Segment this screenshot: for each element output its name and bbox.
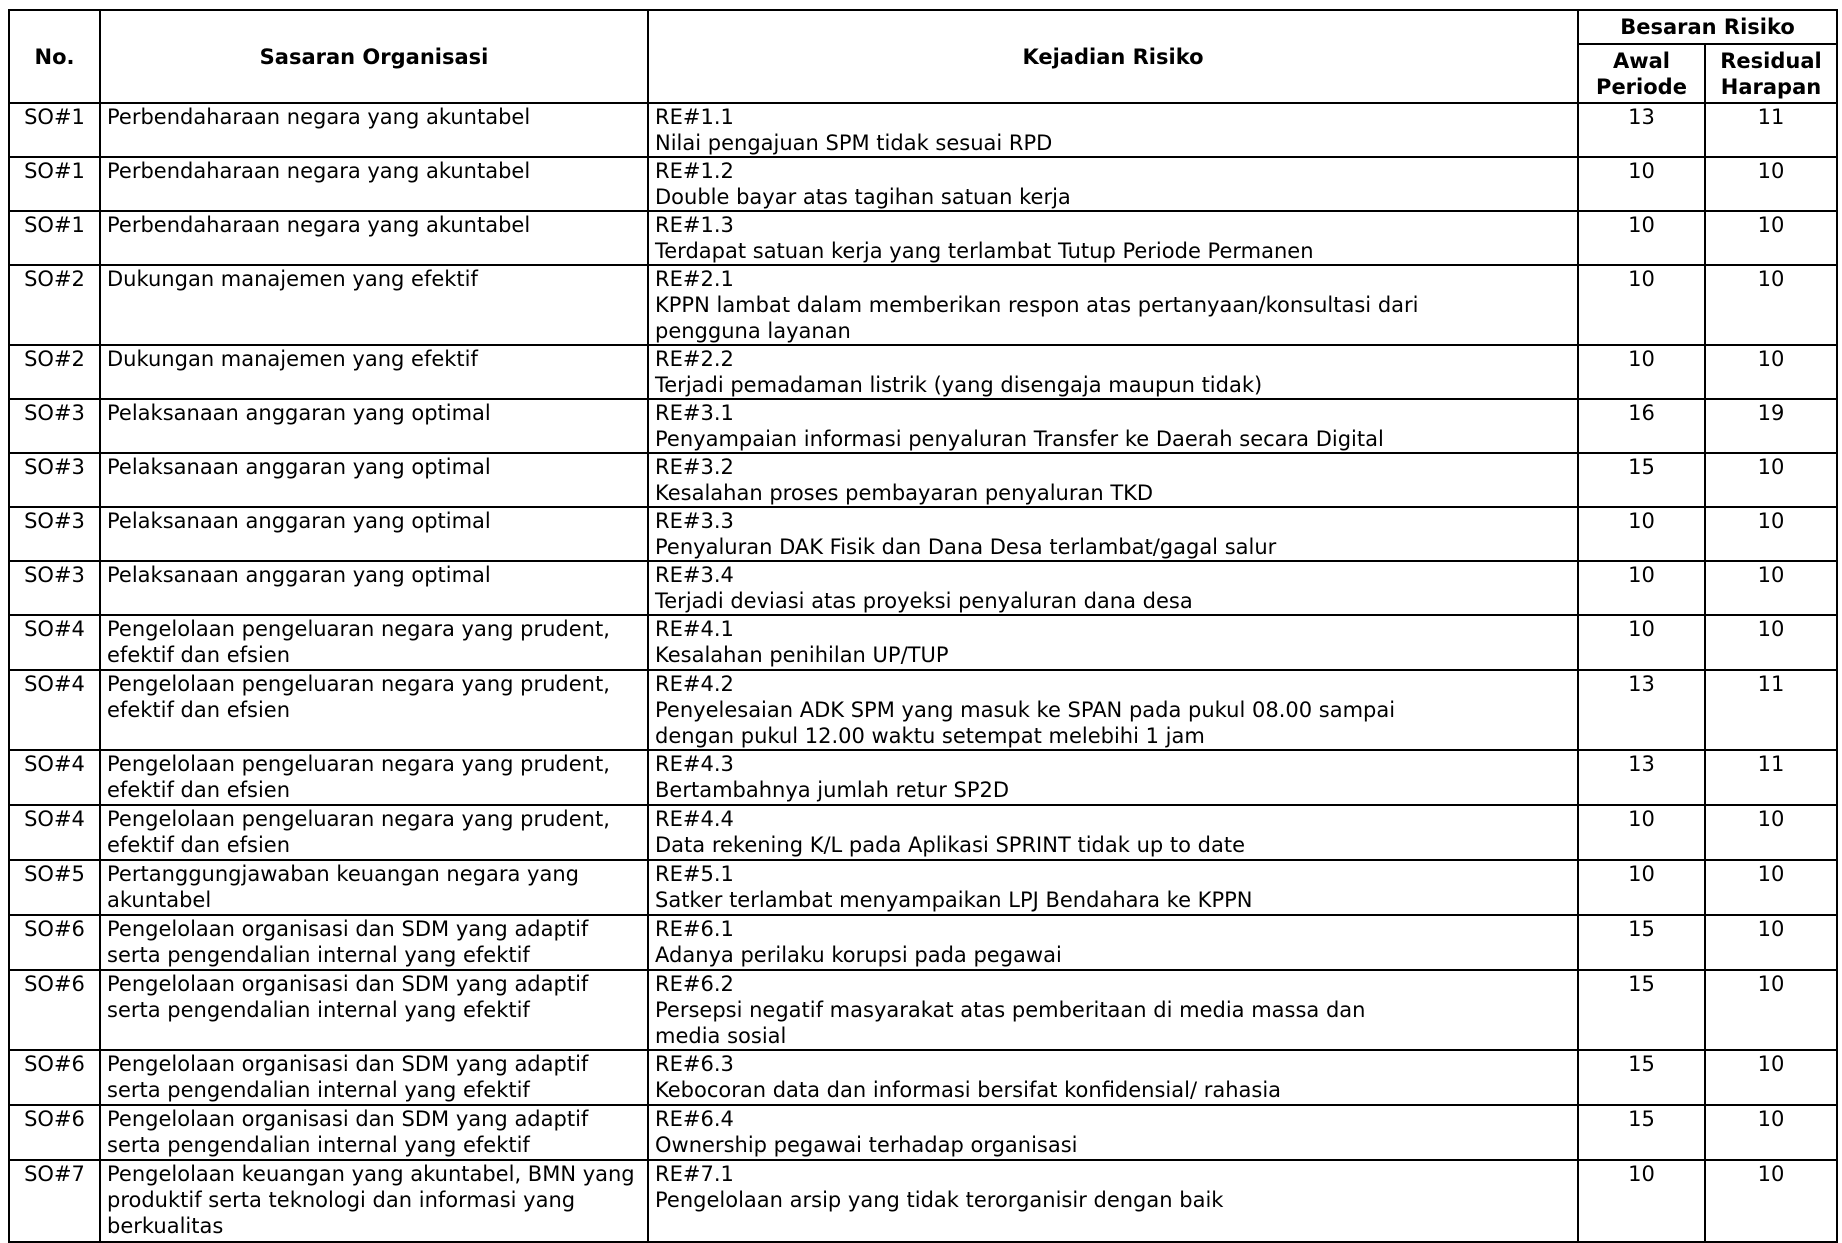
risk-event-description: Nilai pengajuan SPM tidak sesuai RPD bbox=[655, 131, 1053, 155]
risk-event-description: KPPN lambat dalam memberikan respon atas pertanyaan/konsultasi dari pengguna layanan bbox=[655, 293, 1419, 343]
cell-awal-periode: 13 bbox=[1578, 103, 1705, 157]
cell-kejadian-risiko bbox=[648, 507, 1578, 561]
cell-sasaran-organisasi: Pelaksanaan anggaran yang optimal bbox=[100, 399, 648, 453]
cell-awal-periode: 10 bbox=[1578, 345, 1705, 399]
table-row bbox=[9, 211, 1837, 265]
cell-awal-periode: 15 bbox=[1578, 453, 1705, 507]
cell-kejadian-risiko bbox=[648, 157, 1578, 211]
table-row bbox=[9, 970, 1837, 1050]
cell-sasaran-organisasi: Dukungan manajemen yang efektif bbox=[100, 265, 648, 345]
risk-event-description: Kesalahan penihilan UP/TUP bbox=[655, 643, 949, 667]
cell-residual-harapan: 10 bbox=[1705, 157, 1837, 211]
risk-event-description: Ownership pegawai terhadap organisasi bbox=[655, 1133, 1078, 1157]
cell-sasaran-organisasi: Pertanggungjawaban keuangan negara yang akuntabel bbox=[100, 860, 648, 915]
cell-sasaran-organisasi: Perbendaharaan negara yang akuntabel bbox=[100, 103, 648, 157]
cell-residual-harapan: 10 bbox=[1705, 970, 1837, 1050]
header-sasaran-organisasi: Sasaran Organisasi bbox=[100, 10, 648, 103]
risk-event-description: Terdapat satuan kerja yang terlambat Tutup Periode Permanen bbox=[655, 239, 1314, 263]
cell-residual-harapan: 10 bbox=[1705, 615, 1837, 670]
table-row bbox=[9, 615, 1837, 670]
cell-sasaran-organisasi: Perbendaharaan negara yang akuntabel bbox=[100, 157, 648, 211]
risk-event-id: RE#6.2 bbox=[655, 972, 734, 996]
table-row bbox=[9, 507, 1837, 561]
cell-residual-harapan: 10 bbox=[1705, 1160, 1837, 1242]
cell-awal-periode: 16 bbox=[1578, 399, 1705, 453]
cell-sasaran-organisasi: Pengelolaan keuangan yang akuntabel, BMN yang produktif serta teknologi dan informasi yang berkualitas bbox=[100, 1160, 648, 1242]
risk-event-description: Penyaluran DAK Fisik dan Dana Desa terlambat/gagal salur bbox=[655, 535, 1277, 559]
cell-awal-periode: 10 bbox=[1578, 805, 1705, 860]
risk-event-id: RE#1.3 bbox=[655, 213, 734, 237]
cell-awal-periode: 10 bbox=[1578, 860, 1705, 915]
cell-residual-harapan: 10 bbox=[1705, 561, 1837, 615]
cell-no: SO#1 bbox=[9, 157, 100, 211]
cell-kejadian-risiko bbox=[648, 211, 1578, 265]
cell-sasaran-organisasi: Perbendaharaan negara yang akuntabel bbox=[100, 211, 648, 265]
header-kejadian-risiko: Kejadian Risiko bbox=[648, 10, 1578, 103]
table-row bbox=[9, 1050, 1837, 1105]
cell-awal-periode: 13 bbox=[1578, 670, 1705, 750]
risk-event-id: RE#1.2 bbox=[655, 159, 734, 183]
table-row bbox=[9, 915, 1837, 970]
cell-residual-harapan: 10 bbox=[1705, 1050, 1837, 1105]
cell-kejadian-risiko bbox=[648, 860, 1578, 915]
table-row bbox=[9, 750, 1837, 805]
cell-sasaran-organisasi: Pengelolaan organisasi dan SDM yang adaptif serta pengendalian internal yang efektif bbox=[100, 915, 648, 970]
cell-no: SO#1 bbox=[9, 103, 100, 157]
table-row bbox=[9, 453, 1837, 507]
cell-kejadian-risiko bbox=[648, 615, 1578, 670]
risk-event-id: RE#5.1 bbox=[655, 862, 734, 886]
cell-no: SO#4 bbox=[9, 750, 100, 805]
cell-kejadian-risiko bbox=[648, 970, 1578, 1050]
cell-kejadian-risiko bbox=[648, 103, 1578, 157]
risk-event-description: Penyelesaian ADK SPM yang masuk ke SPAN pada pukul 08.00 sampai dengan pukul 12.00 waktu setempat melebihi 1 jam bbox=[655, 698, 1396, 748]
cell-no: SO#3 bbox=[9, 453, 100, 507]
cell-kejadian-risiko bbox=[648, 750, 1578, 805]
cell-awal-periode: 10 bbox=[1578, 615, 1705, 670]
cell-kejadian-risiko bbox=[648, 399, 1578, 453]
risk-event-description: Persepsi negatif masyarakat atas pemberitaan di media massa dan media sosial bbox=[655, 998, 1366, 1048]
risk-event-description: Pengelolaan arsip yang tidak terorganisir dengan baik bbox=[655, 1188, 1224, 1212]
risk-event-id: RE#7.1 bbox=[655, 1162, 734, 1186]
cell-awal-periode: 10 bbox=[1578, 157, 1705, 211]
risk-table-body bbox=[9, 103, 1837, 1242]
risk-event-id: RE#4.3 bbox=[655, 752, 734, 776]
cell-no: SO#1 bbox=[9, 211, 100, 265]
cell-no: SO#7 bbox=[9, 1160, 100, 1242]
risk-event-id: RE#4.2 bbox=[655, 672, 734, 696]
cell-kejadian-risiko bbox=[648, 805, 1578, 860]
risk-event-description: Terjadi pemadaman listrik (yang disengaja maupun tidak) bbox=[655, 373, 1263, 397]
risk-event-id: RE#3.2 bbox=[655, 455, 734, 479]
cell-sasaran-organisasi: Pengelolaan pengeluaran negara yang prudent, efektif dan efsien bbox=[100, 670, 648, 750]
cell-awal-periode: 15 bbox=[1578, 1050, 1705, 1105]
risk-event-description: Bertambahnya jumlah retur SP2D bbox=[655, 778, 1010, 802]
cell-kejadian-risiko bbox=[648, 561, 1578, 615]
cell-no: SO#6 bbox=[9, 915, 100, 970]
cell-sasaran-organisasi: Pengelolaan organisasi dan SDM yang adaptif serta pengendalian internal yang efektif bbox=[100, 1050, 648, 1105]
cell-residual-harapan: 10 bbox=[1705, 265, 1837, 345]
risk-event-description: Penyampaian informasi penyaluran Transfer ke Daerah secara Digital bbox=[655, 427, 1384, 451]
cell-residual-harapan: 11 bbox=[1705, 750, 1837, 805]
cell-no: SO#4 bbox=[9, 805, 100, 860]
risk-event-description: Kesalahan proses pembayaran penyaluran TKD bbox=[655, 481, 1154, 505]
cell-awal-periode: 10 bbox=[1578, 265, 1705, 345]
cell-residual-harapan: 10 bbox=[1705, 507, 1837, 561]
cell-no: SO#6 bbox=[9, 1050, 100, 1105]
cell-no: SO#3 bbox=[9, 507, 100, 561]
risk-event-id: RE#3.3 bbox=[655, 509, 734, 533]
cell-no: SO#5 bbox=[9, 860, 100, 915]
risk-event-description: Data rekening K/L pada Aplikasi SPRINT tidak up to date bbox=[655, 833, 1245, 857]
cell-residual-harapan: 11 bbox=[1705, 103, 1837, 157]
cell-kejadian-risiko bbox=[648, 915, 1578, 970]
header-awal-periode: Awal Periode bbox=[1578, 44, 1705, 103]
cell-kejadian-risiko bbox=[648, 345, 1578, 399]
cell-residual-harapan: 10 bbox=[1705, 211, 1837, 265]
cell-no: SO#6 bbox=[9, 1105, 100, 1160]
cell-awal-periode: 10 bbox=[1578, 211, 1705, 265]
risk-event-id: RE#3.1 bbox=[655, 401, 734, 425]
cell-awal-periode: 10 bbox=[1578, 1160, 1705, 1242]
cell-kejadian-risiko bbox=[648, 265, 1578, 345]
cell-sasaran-organisasi: Pelaksanaan anggaran yang optimal bbox=[100, 453, 648, 507]
risk-event-id: RE#6.3 bbox=[655, 1052, 734, 1076]
table-row bbox=[9, 1160, 1837, 1242]
cell-awal-periode: 10 bbox=[1578, 561, 1705, 615]
cell-sasaran-organisasi: Pengelolaan pengeluaran negara yang prudent, efektif dan efsien bbox=[100, 750, 648, 805]
cell-awal-periode: 15 bbox=[1578, 970, 1705, 1050]
header-besaran-risiko: Besaran Risiko bbox=[1578, 10, 1837, 44]
cell-awal-periode: 10 bbox=[1578, 507, 1705, 561]
cell-awal-periode: 15 bbox=[1578, 1105, 1705, 1160]
table-row bbox=[9, 157, 1837, 211]
cell-sasaran-organisasi: Pengelolaan pengeluaran negara yang prudent, efektif dan efsien bbox=[100, 805, 648, 860]
cell-residual-harapan: 10 bbox=[1705, 915, 1837, 970]
cell-no: SO#3 bbox=[9, 399, 100, 453]
risk-event-id: RE#6.1 bbox=[655, 917, 734, 941]
risk-event-id: RE#1.1 bbox=[655, 105, 734, 129]
cell-residual-harapan: 10 bbox=[1705, 860, 1837, 915]
cell-awal-periode: 13 bbox=[1578, 750, 1705, 805]
risk-event-id: RE#4.4 bbox=[655, 807, 734, 831]
cell-sasaran-organisasi: Dukungan manajemen yang efektif bbox=[100, 345, 648, 399]
cell-sasaran-organisasi: Pengelolaan organisasi dan SDM yang adaptif serta pengendalian internal yang efektif bbox=[100, 970, 648, 1050]
cell-no: SO#2 bbox=[9, 265, 100, 345]
risk-event-description: Double bayar atas tagihan satuan kerja bbox=[655, 185, 1071, 209]
table-row bbox=[9, 1105, 1837, 1160]
risk-event-description: Adanya perilaku korupsi pada pegawai bbox=[655, 943, 1062, 967]
cell-residual-harapan: 10 bbox=[1705, 805, 1837, 860]
cell-no: SO#6 bbox=[9, 970, 100, 1050]
risk-event-id: RE#6.4 bbox=[655, 1107, 734, 1131]
table-row bbox=[9, 805, 1837, 860]
table-row bbox=[9, 103, 1837, 157]
risk-event-id: RE#3.4 bbox=[655, 563, 734, 587]
cell-sasaran-organisasi: Pelaksanaan anggaran yang optimal bbox=[100, 561, 648, 615]
cell-awal-periode: 15 bbox=[1578, 915, 1705, 970]
cell-no: SO#3 bbox=[9, 561, 100, 615]
table-row bbox=[9, 265, 1837, 345]
risk-event-description: Satker terlambat menyampaikan LPJ Bendahara ke KPPN bbox=[655, 888, 1253, 912]
cell-kejadian-risiko bbox=[648, 453, 1578, 507]
header-no: No. bbox=[9, 10, 100, 103]
cell-residual-harapan: 19 bbox=[1705, 399, 1837, 453]
cell-residual-harapan: 11 bbox=[1705, 670, 1837, 750]
risk-event-id: RE#2.1 bbox=[655, 267, 734, 291]
cell-residual-harapan: 10 bbox=[1705, 345, 1837, 399]
table-row bbox=[9, 670, 1837, 750]
table-row bbox=[9, 345, 1837, 399]
table-row bbox=[9, 561, 1837, 615]
cell-no: SO#2 bbox=[9, 345, 100, 399]
cell-kejadian-risiko bbox=[648, 1160, 1578, 1242]
risk-event-id: RE#2.2 bbox=[655, 347, 734, 371]
cell-kejadian-risiko bbox=[648, 670, 1578, 750]
cell-sasaran-organisasi: Pengelolaan organisasi dan SDM yang adaptif serta pengendalian internal yang efektif bbox=[100, 1105, 648, 1160]
risk-table bbox=[8, 9, 1838, 1243]
cell-no: SO#4 bbox=[9, 615, 100, 670]
header-residual-harapan: Residual Harapan bbox=[1705, 44, 1837, 103]
cell-residual-harapan: 10 bbox=[1705, 1105, 1837, 1160]
cell-sasaran-organisasi: Pengelolaan pengeluaran negara yang prudent, efektif dan efsien bbox=[100, 615, 648, 670]
cell-kejadian-risiko bbox=[648, 1050, 1578, 1105]
cell-kejadian-risiko bbox=[648, 1105, 1578, 1160]
risk-event-id: RE#4.1 bbox=[655, 617, 734, 641]
cell-no: SO#4 bbox=[9, 670, 100, 750]
risk-event-description: Terjadi deviasi atas proyeksi penyaluran dana desa bbox=[655, 589, 1193, 613]
cell-sasaran-organisasi: Pelaksanaan anggaran yang optimal bbox=[100, 507, 648, 561]
cell-residual-harapan: 10 bbox=[1705, 453, 1837, 507]
table-row bbox=[9, 860, 1837, 915]
table-row bbox=[9, 399, 1837, 453]
risk-event-description: Kebocoran data dan informasi bersifat konfidensial/ rahasia bbox=[655, 1078, 1282, 1102]
